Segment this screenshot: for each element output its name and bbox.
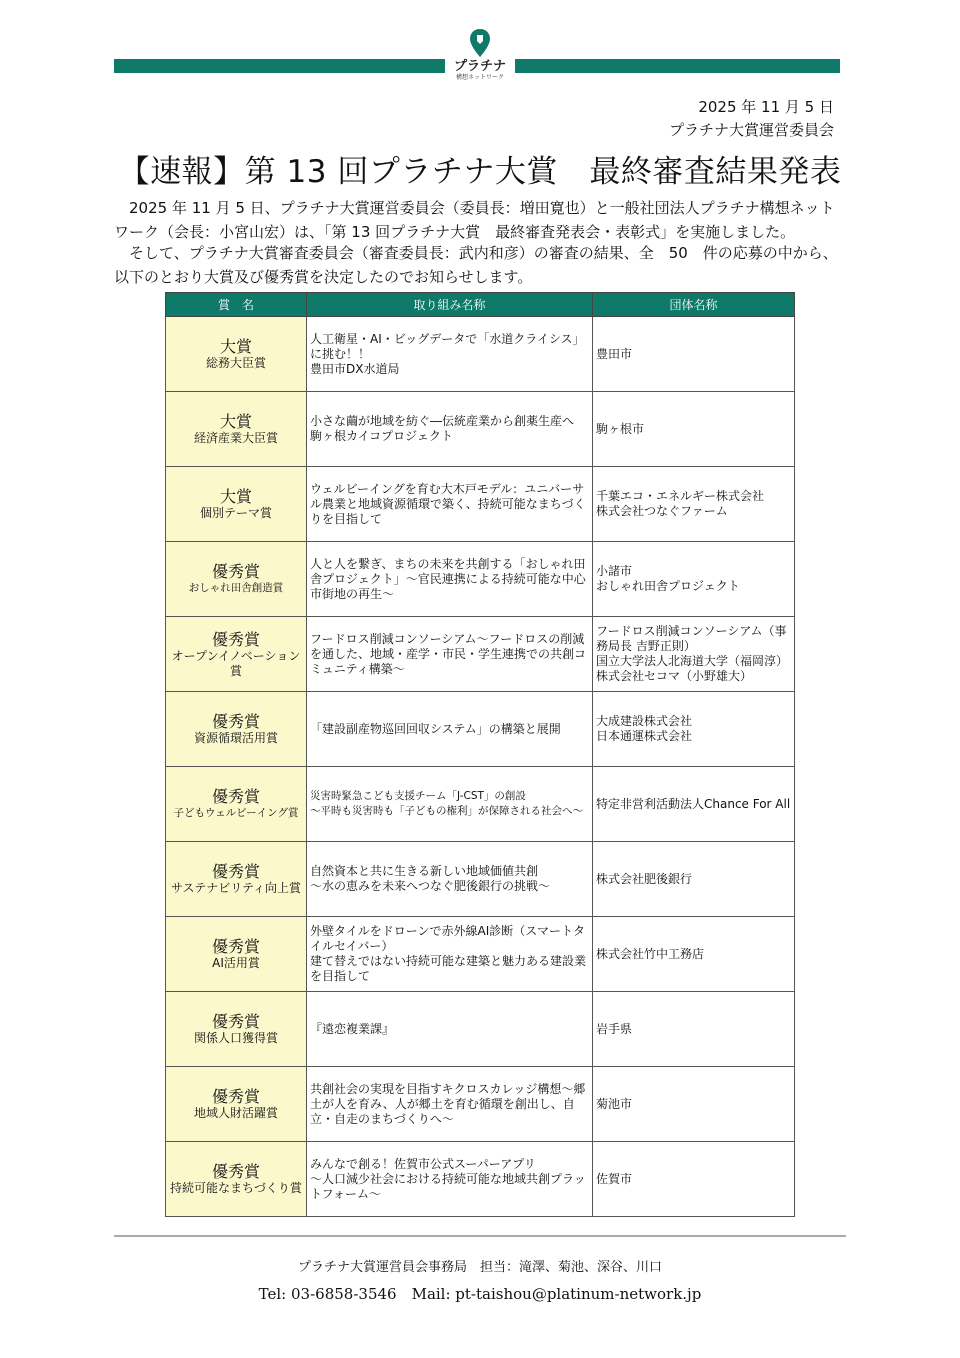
table-row bbox=[166, 542, 795, 617]
project-line: 「建設副産物巡回回収システム」の構築と展開 bbox=[310, 721, 561, 736]
project-line: フードロス削減コンソーシアム～フードロスの削減を通した、地域・産学・市民・学生連携での共創コミュニティ構築～ bbox=[310, 631, 587, 676]
table-row bbox=[166, 842, 795, 917]
project-cell bbox=[307, 1142, 593, 1217]
table-row bbox=[166, 1142, 795, 1217]
award-title: 優秀賞 bbox=[211, 862, 260, 881]
award-cell bbox=[166, 992, 307, 1067]
project-cell bbox=[307, 917, 593, 992]
project-cell bbox=[307, 767, 593, 842]
organization-cell bbox=[593, 842, 795, 917]
organization-line: 豊田市 bbox=[596, 346, 633, 361]
award-cell bbox=[166, 692, 307, 767]
issuer: プラチナ大賞運営委員会 bbox=[668, 121, 834, 139]
award-title: 優秀賞 bbox=[211, 712, 260, 731]
organization-cell bbox=[593, 692, 795, 767]
intro-paragraph-2: そして、プラチナ大賞審査委員会（審査委員長：武内和彦）の審査の結果、全 50 件の応募の中から、以下のとおり大賞及び優秀賞を決定したのでお知らせします。 bbox=[114, 244, 838, 286]
award-title: 優秀賞 bbox=[211, 562, 260, 581]
map-pin-icon bbox=[469, 28, 491, 58]
project-line: 災害時緊急こども支援チーム「J-CST」の創設 bbox=[310, 790, 526, 802]
project-line: 人工衛星・AI・ビッグデータで「水道クライシス」に挑む！！ bbox=[310, 331, 585, 361]
award-title: 優秀賞 bbox=[211, 787, 260, 806]
award-cell bbox=[166, 1067, 307, 1142]
prize-name: 子どもウェルビーイング賞 bbox=[173, 807, 299, 819]
organization-cell bbox=[593, 917, 795, 992]
project-line: 小さな繭が地域を紡ぐ―伝統産業から創薬生産へ bbox=[310, 414, 575, 428]
organization-cell bbox=[593, 467, 795, 542]
platinum-logo bbox=[446, 28, 514, 98]
organization-line: 菊池市 bbox=[596, 1096, 633, 1111]
organization-cell bbox=[593, 317, 795, 392]
project-cell bbox=[307, 467, 593, 542]
organization-line: 株式会社セコマ（小野雄大） bbox=[596, 669, 753, 683]
prize-name: オープンイノベーション賞 bbox=[171, 648, 301, 678]
award-cell bbox=[166, 617, 307, 692]
table-row bbox=[166, 917, 795, 992]
award-cell bbox=[166, 392, 307, 467]
award-cell bbox=[166, 467, 307, 542]
header-organization: 団体名称 bbox=[593, 293, 795, 317]
prize-name: 持続可能なまちづくり賞 bbox=[170, 1181, 302, 1195]
project-line: 自然資本と共に生きる新しい地域価値共創 bbox=[310, 864, 539, 878]
award-cell bbox=[166, 917, 307, 992]
project-cell bbox=[307, 392, 593, 467]
organization-line: 国立大学法人北海道大学（福岡淳） bbox=[596, 654, 789, 668]
award-title: 大賞 bbox=[219, 337, 252, 356]
organization-cell bbox=[593, 992, 795, 1067]
project-line: ～水の恵みを未来へつなぐ肥後銀行の挑戦～ bbox=[310, 879, 551, 893]
table-row bbox=[166, 467, 795, 542]
footer-divider bbox=[114, 1235, 846, 1237]
organization-cell bbox=[593, 767, 795, 842]
page-title: 【速報】第 13 回プラチナ大賞 最終審査結果発表 bbox=[118, 154, 842, 190]
footer-contact: Tel: 03-6858-3546 Mail: pt-taishou@platinum-network.jp bbox=[258, 1285, 702, 1303]
project-cell bbox=[307, 692, 593, 767]
project-line: 共創社会の実現を目指すキクロスカレッジ構想～郷土が人を育み、人が郷土を育む循環を創出し、自立・自走のまちづくりへ～ bbox=[310, 1081, 586, 1126]
project-line: 駒ヶ根カイコプロジェクト bbox=[310, 429, 453, 443]
award-cell bbox=[166, 317, 307, 392]
organization-line: 佐賀市 bbox=[596, 1171, 633, 1186]
project-line: みんなで創る！佐賀市公式スーパーアプリ bbox=[310, 1156, 536, 1171]
organization-line: 株式会社肥後銀行 bbox=[596, 871, 693, 886]
award-title: 優秀賞 bbox=[211, 629, 260, 649]
intro-paragraph-1: 2025 年 11 月 5 日、プラチナ大賞運営委員会（委員長：増田寛也）と一般社団法人プラチナ構想ネットワーク（会長：小宮山宏）は、「第 13 回プラチナ大賞 最終審査発表会・表彰式」を実施しました。 bbox=[114, 199, 835, 241]
prize-name: 関係人口獲得賞 bbox=[193, 1031, 278, 1045]
prize-name: 経済産業大臣賞 bbox=[193, 431, 278, 445]
project-line: 『遠恋複業課』 bbox=[310, 1021, 395, 1036]
award-cell bbox=[166, 542, 307, 617]
organization-line: 特定非営利活動法人Chance For All bbox=[596, 796, 791, 811]
project-line: ～人口減少社会における持続可能な地域共創プラットフォーム～ bbox=[310, 1171, 586, 1201]
organization-line: 株式会社竹中工務店 bbox=[596, 946, 705, 961]
project-cell bbox=[307, 1067, 593, 1142]
award-cell bbox=[166, 767, 307, 842]
release-date: 2025 年 11 月 5 日 bbox=[698, 98, 834, 116]
organization-line: 駒ヶ根市 bbox=[596, 421, 645, 436]
table-row bbox=[166, 617, 795, 692]
organization-cell bbox=[593, 1067, 795, 1142]
award-cell bbox=[166, 1142, 307, 1217]
organization-cell bbox=[593, 392, 795, 467]
prize-name: おしゃれ田舎創造賞 bbox=[188, 582, 284, 594]
results-table bbox=[165, 292, 795, 1217]
organization-line: 株式会社つなぐファーム bbox=[596, 504, 728, 518]
organization-line: おしゃれ田舎プロジェクト bbox=[596, 579, 740, 593]
logo-name: プラチナ bbox=[453, 59, 506, 74]
organization-cell bbox=[593, 617, 795, 692]
award-cell bbox=[166, 842, 307, 917]
organization-line: 千葉エコ・エネルギー株式会社 bbox=[596, 489, 765, 503]
prize-name: サステナビリティ向上賞 bbox=[170, 881, 302, 895]
table-row bbox=[166, 1067, 795, 1142]
header-bar-right bbox=[515, 59, 840, 73]
table-row bbox=[166, 767, 795, 842]
prize-name: 総務大臣賞 bbox=[205, 356, 266, 370]
project-cell bbox=[307, 842, 593, 917]
project-line: 外壁タイルをドローンで赤外線AI診断（スマートタイルセイバー） bbox=[310, 924, 586, 953]
organization-cell bbox=[593, 1142, 795, 1217]
table-row bbox=[166, 692, 795, 767]
project-cell bbox=[307, 542, 593, 617]
table-row bbox=[166, 317, 795, 392]
project-cell bbox=[307, 617, 593, 692]
project-cell bbox=[307, 992, 593, 1067]
organization-line: フードロス削減コンソーシアム（事務局長 吉野正則） bbox=[596, 624, 787, 653]
award-title: 優秀賞 bbox=[211, 1012, 260, 1031]
organization-line: 岩手県 bbox=[596, 1021, 633, 1036]
table-row bbox=[166, 392, 795, 467]
prize-name: 地域人財活躍賞 bbox=[193, 1106, 278, 1120]
award-title: 優秀賞 bbox=[211, 1162, 260, 1181]
organization-line: 日本通運株式会社 bbox=[596, 729, 693, 743]
prize-name: AI活用賞 bbox=[212, 956, 260, 970]
header-project: 取り組み名称 bbox=[307, 293, 593, 317]
project-line: ～平時も災害時も「子どもの権利」が保障される社会へ～ bbox=[310, 805, 583, 817]
header-bar-left bbox=[114, 59, 445, 73]
organization-cell bbox=[593, 542, 795, 617]
organization-line: 小諸市 bbox=[596, 564, 633, 578]
table-header-row bbox=[166, 293, 795, 317]
award-title: 優秀賞 bbox=[211, 1087, 260, 1106]
project-cell bbox=[307, 317, 593, 392]
logo-sub: 構想ネットワーク bbox=[455, 74, 504, 81]
project-line: 豊田市DX水道局 bbox=[310, 361, 400, 376]
project-line: 人と人を繋ぎ、まちの未来を共創する「おしゃれ田舎プロジェクト」～官民連携による持続可能な中心市街地の再生～ bbox=[310, 556, 586, 601]
project-line: 建て替えではない持続可能な建築と魅力ある建設業を目指して bbox=[310, 954, 587, 983]
award-title: 優秀賞 bbox=[211, 937, 260, 956]
prize-name: 個別テーマ賞 bbox=[199, 506, 272, 520]
award-title: 大賞 bbox=[219, 412, 252, 431]
table-row bbox=[166, 992, 795, 1067]
award-title: 大賞 bbox=[219, 487, 252, 506]
prize-name: 資源循環活用賞 bbox=[193, 731, 278, 745]
project-line: ウェルビーイングを育む大木戸モデル：ユニバーサル農業と地域資源循環で築く、持続可能なまちづくりを目指して bbox=[310, 481, 586, 526]
organization-line: 大成建設株式会社 bbox=[596, 714, 693, 728]
footer-office: プラチナ大賞運営員会事務局 担当：滝澤、菊池、深谷、川口 bbox=[297, 1260, 662, 1275]
header-award: 賞 名 bbox=[166, 293, 307, 317]
